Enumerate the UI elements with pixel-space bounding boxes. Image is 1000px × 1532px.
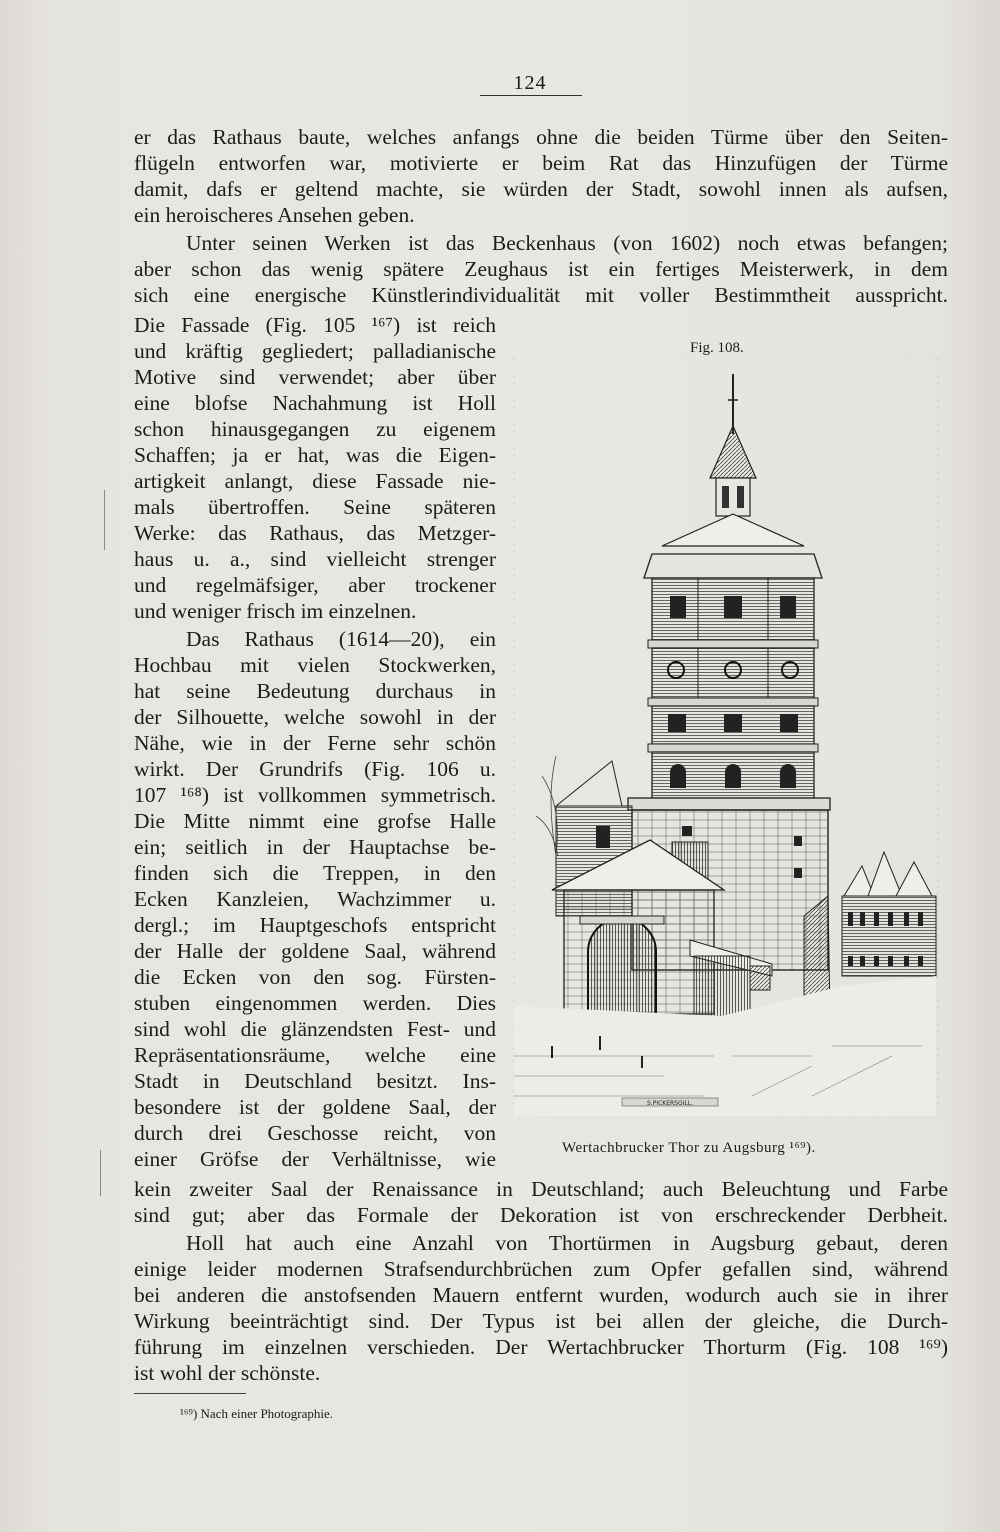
text-line: sind gut; aber das Formale der Dekoration ist von erschreckender Derbheit. — [134, 1203, 948, 1227]
page-number: 124 — [513, 72, 547, 94]
text-line: haus u. a., sind vielleicht strenger — [134, 547, 496, 571]
text-line: und weniger frisch im einzelnen. — [134, 599, 417, 623]
text-line: flügeln entworfen war, motivierte er beim Rat das Hinzufügen der Türme — [134, 151, 948, 175]
text-line: bei anderen die anstofsenden Mauern entfernt wurden, wodurch auch sie in ihrer — [134, 1283, 948, 1307]
text-line: Werke: das Rathaus, das Metzger- — [134, 521, 496, 545]
text-line: stuben eingenommen werden. Dies — [134, 991, 496, 1015]
figure-caption: Wertachbrucker Thor zu Augsburg ¹⁶⁹). — [562, 1140, 816, 1156]
text-line: Nähe, wie in der Ferne sehr schön — [134, 731, 496, 755]
text-line: schon hinausgegangen zu eigenem — [134, 417, 496, 441]
text-line: die Ecken von den sog. Fürsten- — [134, 965, 496, 989]
text-line: damit, dafs er geltend machte, sie würden der Stadt, sowohl innen als aufsen, — [134, 177, 948, 201]
text-line: Ecken Kanzleien, Wachzimmer u. — [134, 887, 496, 911]
text-line: 107 ¹⁶⁸) ist vollkommen symmetrisch. — [134, 783, 496, 807]
margin-mark — [100, 1150, 101, 1196]
text-line: ein heroischeres Ansehen geben. — [134, 203, 415, 227]
text-line: Repräsentationsräume, welche eine — [134, 1043, 496, 1067]
text-line: besondere ist der goldene Saal, der — [134, 1095, 496, 1119]
text-line: mals übertroffen. Seine späteren — [134, 495, 496, 519]
text-line: Schaffen; ja er hat, was die Eigen- — [134, 443, 496, 467]
page-number-rule — [480, 95, 582, 96]
text-line: er das Rathaus baute, welches anfangs ohne die beiden Türme über den Seiten- — [134, 125, 948, 149]
text-line: Wirkung beeinträchtigt sind. Der Typus ist bei allen der gleiche, die Durch- — [134, 1309, 948, 1333]
text-line: ist wohl der schönste. — [134, 1361, 321, 1385]
text-line: Die Fassade (Fig. 105 ¹⁶⁷) ist reich — [134, 313, 496, 337]
text-line: einer Gröfse der Verhältnisse, wie — [134, 1147, 496, 1171]
margin-mark — [104, 490, 105, 550]
text-line: artigkeit anlangt, diese Fassade nie- — [134, 469, 496, 493]
text-line: durch drei Geschosse reicht, von — [134, 1121, 496, 1145]
text-line: und kräftig gegliedert; palladianische — [134, 339, 496, 363]
text-line: sind wohl die glänzendsten Fest- und — [134, 1017, 496, 1041]
figure-label: Fig. 108. — [690, 340, 744, 356]
text-line: einige leider modernen Strafsendurchbrüchen zum Opfer gefallen sind, während — [134, 1257, 948, 1281]
footnote: ¹⁶⁹) Nach einer Photographie. — [180, 1406, 334, 1421]
text-line: sich eine energische Künstlerindividualität mit voller Bestimmtheit ausspricht. — [134, 283, 948, 307]
text-line: dergl.; im Hauptgeschofs entspricht — [134, 913, 496, 937]
text-line: kein zweiter Saal der Renaissance in Deutschland; auch Beleuchtung und Farbe — [134, 1177, 948, 1201]
text-line: der Silhouette, welche sowohl in der — [134, 705, 496, 729]
footnote-rule — [134, 1393, 246, 1394]
text-line: Hochbau mit vielen Stockwerken, — [134, 653, 496, 677]
text-line: Stadt in Deutschland besitzt. Ins- — [134, 1069, 496, 1093]
text-line: Unter seinen Werken ist das Beckenhaus (von 1602) noch etwas befangen; — [186, 231, 948, 255]
text-line: hat seine Bedeutung durchaus in — [134, 679, 496, 703]
text-line: finden sich die Treppen, in den — [134, 861, 496, 885]
figure-tower-illustration — [512, 356, 942, 1126]
text-line: Das Rathaus (1614—20), ein — [186, 627, 496, 651]
text-line: wirkt. Der Grundrifs (Fig. 106 u. — [134, 757, 496, 781]
text-line: aber schon das wenig spätere Zeughaus ist ein fertiges Meisterwerk, in dem — [134, 257, 948, 281]
text-line: Holl hat auch eine Anzahl von Thortürmen in Augsburg gebaut, deren — [186, 1231, 948, 1255]
text-line: ein; seitlich in der Hauptachse be- — [134, 835, 496, 859]
text-line: und regelmäfsiger, aber trockener — [134, 573, 496, 597]
text-line: der Halle der goldene Saal, während — [134, 939, 496, 963]
text-line: Die Mitte nimmt eine grofse Halle — [134, 809, 496, 833]
text-line: Motive sind verwendet; aber über — [134, 365, 496, 389]
text-line: eine blofse Nachahmung ist Holl — [134, 391, 496, 415]
figure-signature: S.PICKERSGILL. — [646, 1100, 694, 1107]
text-line: führung im einzelnen verschieden. Der Wertachbrucker Thorturm (Fig. 108 ¹⁶⁹) — [134, 1335, 948, 1359]
